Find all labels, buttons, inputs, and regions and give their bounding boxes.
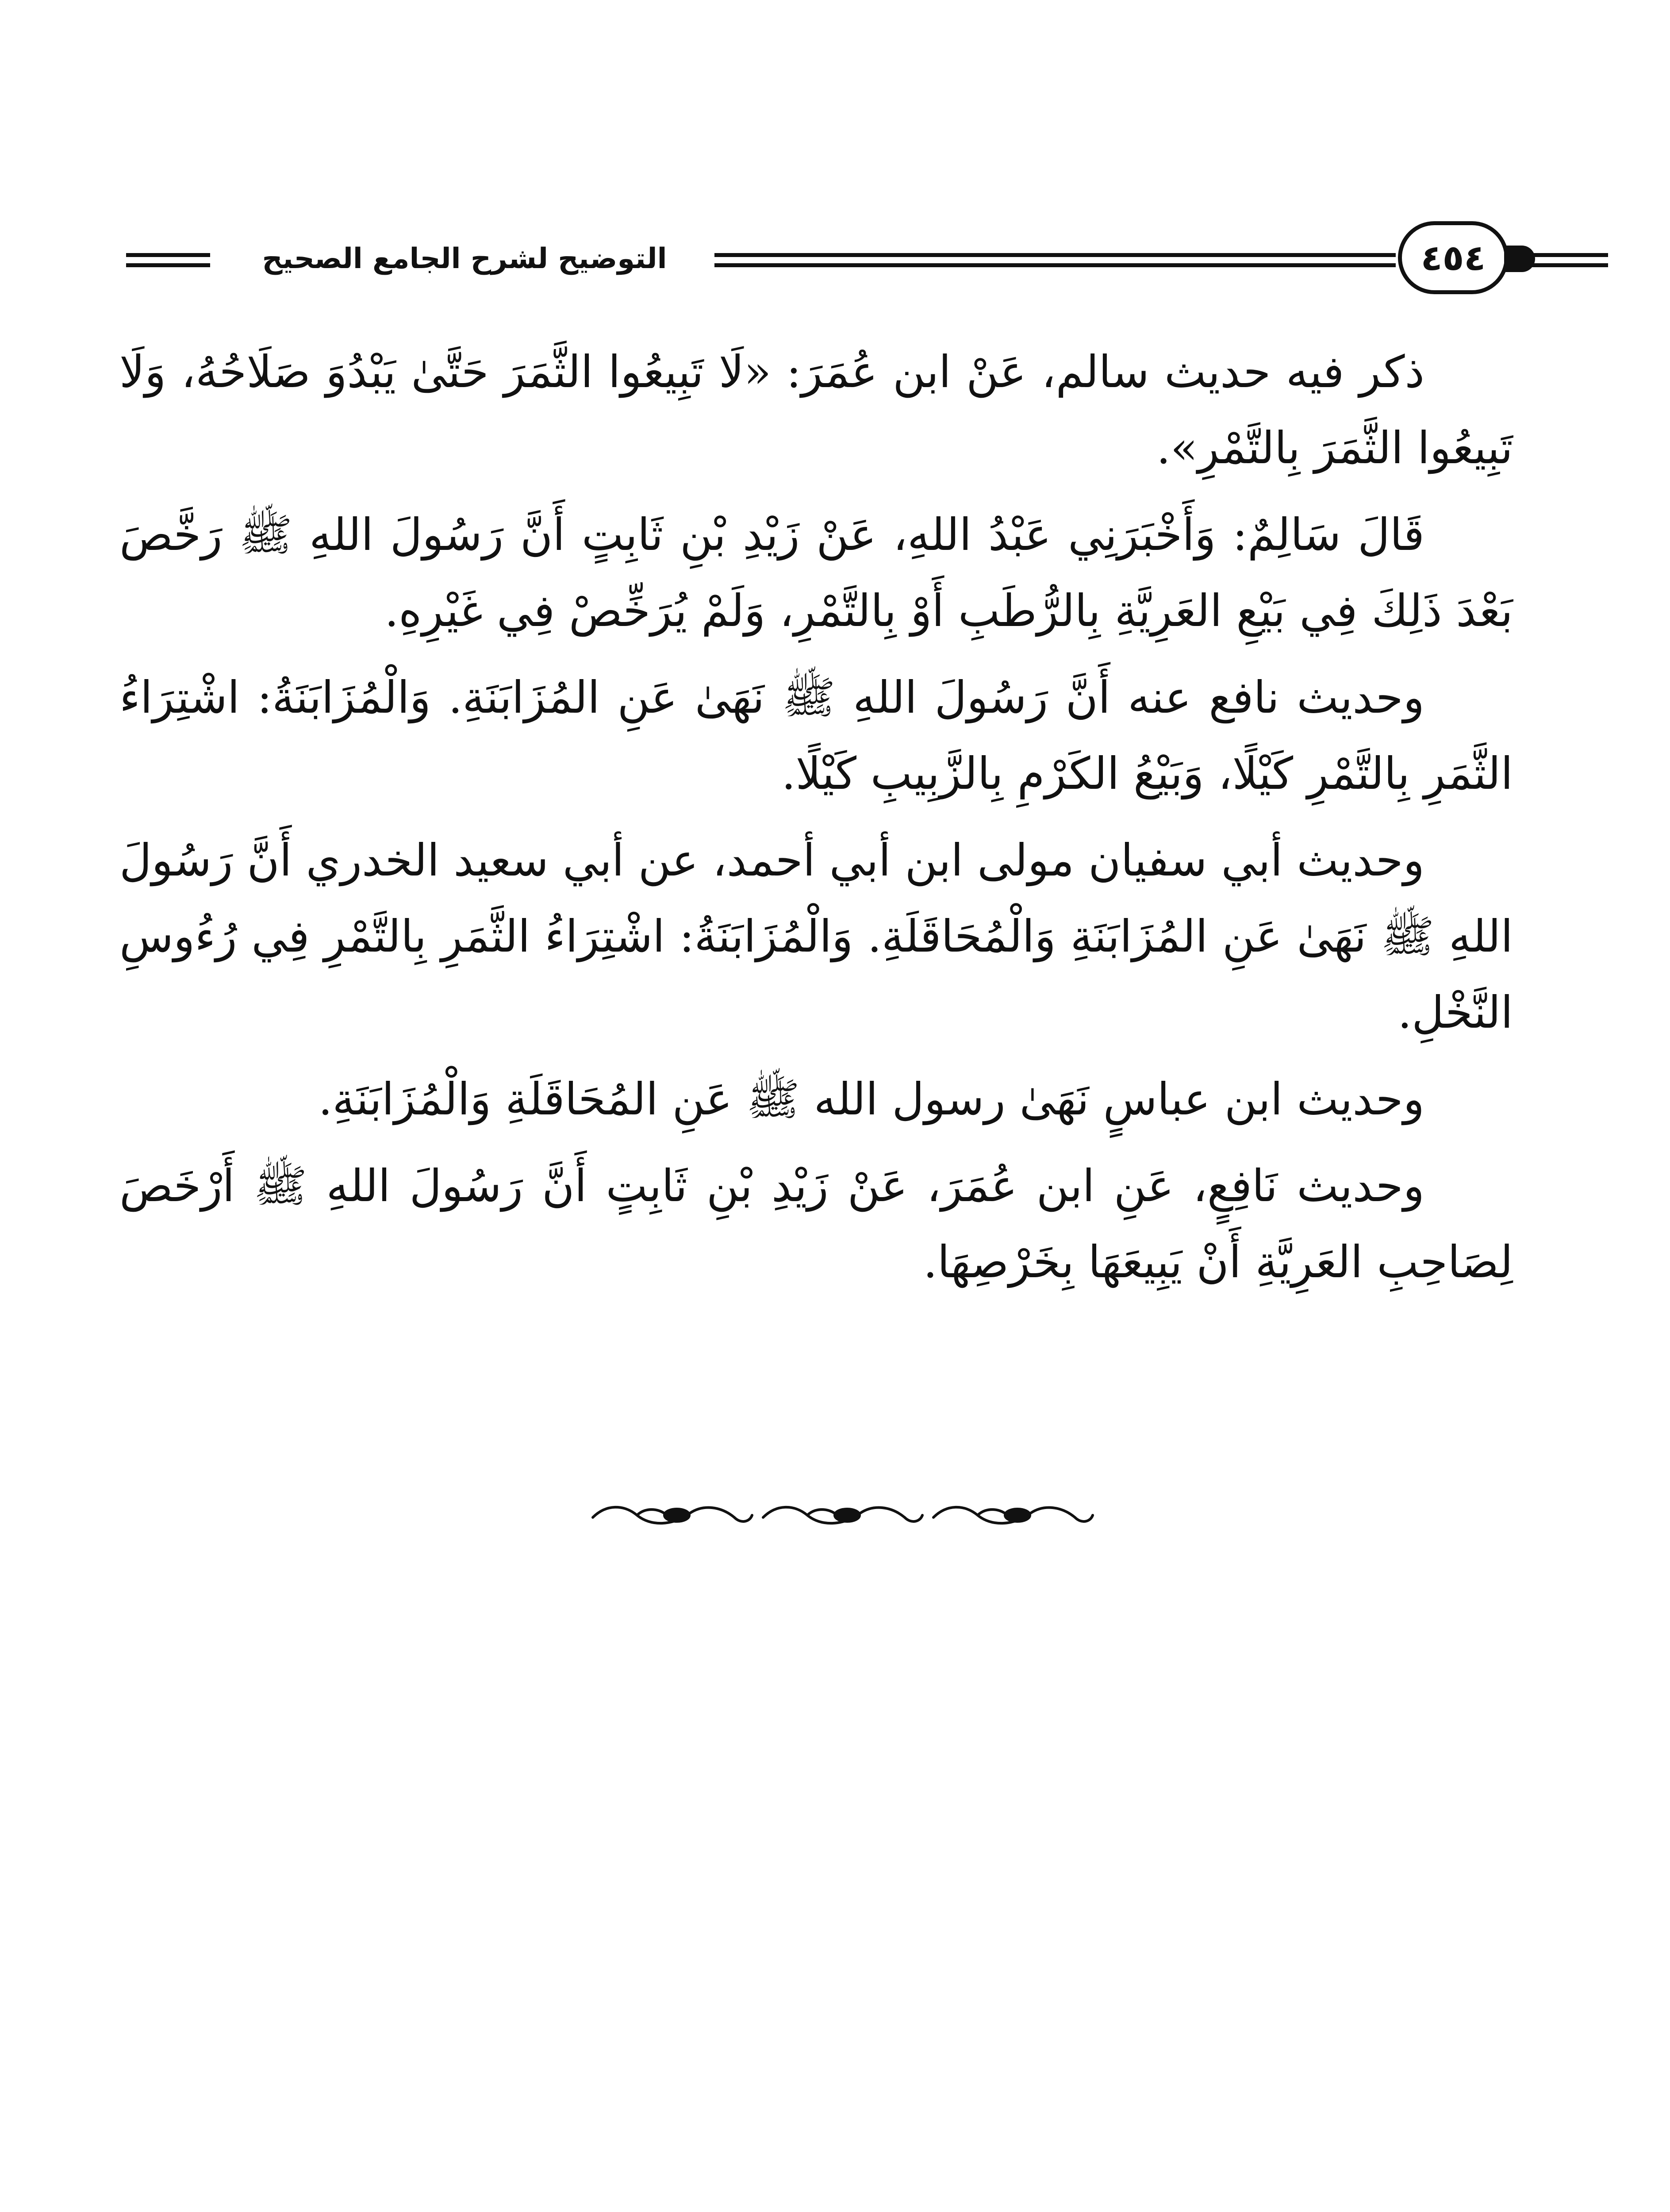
- paragraph-salim-zayd: قَالَ سَالِمٌ: وَأَخْبَرَنِي عَبْدُ اللهِ، عَنْ زَيْدِ بْنِ ثَابِتٍ أَنَّ رَسُولَ اللهِ ﷺ رَخَّصَ بَعْدَ ذَلِكَ فِي بَيْعِ العَرِيَّةِ بِالرُّطَبِ أَوْ بِالتَّمْرِ، وَلَمْ يُرَخِّصْ فِي غَيْرِهِ.: [119, 509, 1513, 637]
- header-rule-left: [126, 253, 210, 267]
- running-title: التوضيح لشرح الجامع الصحيح: [262, 242, 667, 275]
- page-number: ٤٥٤: [1420, 237, 1486, 278]
- running-header: [126, 221, 1484, 296]
- body-text: [119, 334, 1513, 1311]
- page-number-frame: [1398, 221, 1509, 294]
- header-rule-middle: [714, 253, 1396, 267]
- paragraph-hadith-nafi: وحديث نافع عنه أَنَّ رَسُولَ اللهِ ﷺ نَهَىٰ عَنِ المُزَابَنَةِ. وَالْمُزَابَنَةُ: اشْتِرَاءُ الثَّمَرِ بِالتَّمْرِ كَيْلًا، وَبَيْعُ الكَرْمِ بِالزَّبِيبِ كَيْلًا.: [119, 672, 1513, 799]
- paragraph-hadith-abi-sufyan: وحديث أبي سفيان مولى ابن أبي أحمد، عن أبي سعيد الخدري أَنَّ رَسُولَ اللهِ ﷺ نَهَىٰ عَنِ المُزَابَنَةِ وَالْمُحَاقَلَةِ. وَالْمُزَابَنَةُ: اشْتِرَاءُ الثَّمَرِ بِالتَّمْرِ فِي رُءُوسِ النَّخْلِ.: [119, 834, 1513, 1038]
- paragraph-hadith-salim: ذكر فيه حديث سالم، عَنْ ابن عُمَرَ: «لَا تَبِيعُوا الثَّمَرَ حَتَّىٰ يَبْدُوَ صَلَاحُهُ، وَلَا تَبِيعُوا الثَّمَرَ بِالتَّمْرِ».: [119, 346, 1513, 474]
- floral-divider-ornament-icon: [588, 1500, 1097, 1531]
- paragraph-hadith-nafi-ibn-umar: وحديث نَافِعٍ، عَنِ ابن عُمَرَ، عَنْ زَيْدِ بْنِ ثَابِتٍ أَنَّ رَسُولَ اللهِ ﷺ أَرْخَصَ لِصَاحِبِ العَرِيَّةِ أَنْ يَبِيعَهَا بِخَرْصِهَا.: [119, 1160, 1513, 1288]
- header-rule-right: [1520, 253, 1608, 267]
- paragraph-hadith-ibn-abbas: وحديث ابن عباسٍ نَهَىٰ رسول الله ﷺ عَنِ المُحَاقَلَةِ وَالْمُزَابَنَةِ.: [318, 1073, 1424, 1125]
